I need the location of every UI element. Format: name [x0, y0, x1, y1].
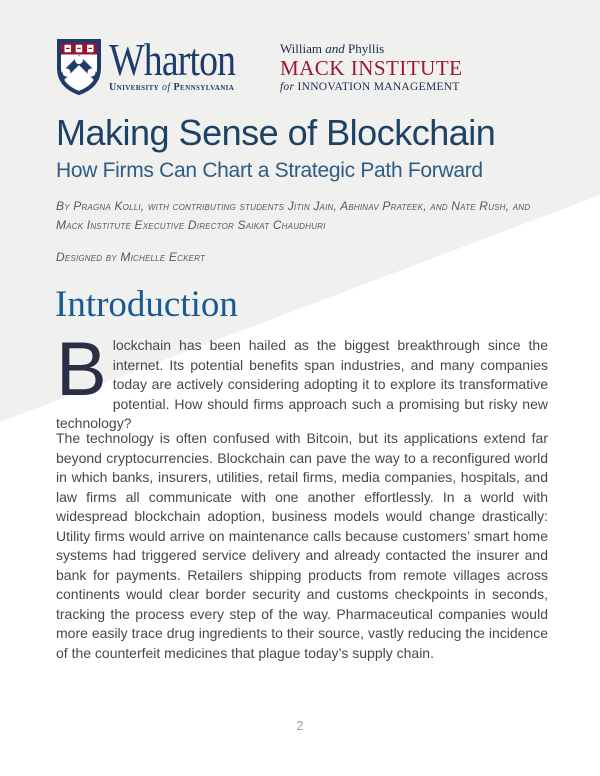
founder-name: Phyllis: [348, 41, 385, 56]
penn-shield-icon: [56, 38, 102, 95]
section-heading: Introduction: [55, 284, 238, 325]
of-word: of: [162, 82, 171, 93]
and-word: and: [325, 41, 345, 56]
body-paragraph: The technology is often confused with Bitcoin, but its applications extend far beyond cryptocurrencies. Blockchain can pave the way to a reconfigured world in which banks, insurers, utilities, retail firms, media companies, hospitals, and law firms all communicate with one another effortlessly. In a world with widespread blockchain adoption, business models would change drastically: Utility firms would arrive on maintenance calls because customers’ smart home systems had triggered service delivery and already contacted the insurer and bank for payments. Retailers shipping products from remote villages across continents would clear border security and customs checkpoints in seconds, tracking the process every step of the way. Pharmaceutical companies would more easily trace drug ingredients to their source, vastly reducing the incidence of the counterfeit medicines that plague today’s supply chain.: [56, 430, 548, 661]
drop-cap: B: [56, 327, 105, 412]
mack-founders-line: [280, 42, 463, 56]
pennsylvania-word: Pennsylvania: [173, 82, 235, 93]
intro-paragraph-text: lockchain has been hailed as the biggest breakthrough since the internet. Its potential benefits span industries, and many companies today are actively considering adopting it to explore its transformative potential. How should firms approach such a promising but risky new technology?: [56, 337, 548, 431]
byline: By Pragna Kolli, with contributing students Jitin Jain, Abhinav Prateek, and Nate Rush, and Mack Institute Executive Director Saikat Chaudhuri: [56, 199, 531, 232]
mack-institute-logo: [280, 38, 463, 94]
university-word: University: [109, 82, 160, 93]
wharton-logo: [56, 34, 263, 95]
page-title: Making Sense of Blockchain: [56, 112, 496, 153]
for-word: for: [279, 81, 295, 93]
intro-paragraph: [56, 327, 548, 434]
wharton-wordmark: Wharton: [109, 34, 236, 85]
mack-institute-name: MACK INSTITUTE: [279, 56, 463, 80]
founder-name: William: [279, 41, 323, 56]
mack-tagline: [280, 81, 463, 94]
designer-credit: Designed by Michelle Eckert: [56, 250, 206, 264]
page-number: 2: [296, 719, 304, 733]
header-logos: [56, 34, 463, 95]
innovation-management-label: INNOVATION MANAGEMENT: [297, 81, 460, 93]
page-subtitle: How Firms Can Chart a Strategic Path Forward: [56, 159, 483, 182]
wharton-text-block: [109, 34, 263, 95]
